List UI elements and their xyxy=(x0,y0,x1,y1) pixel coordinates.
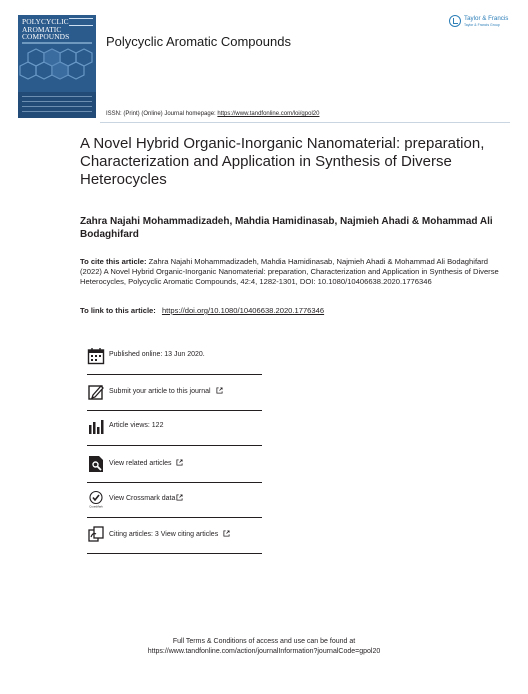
article-link-label: To link to this article: xyxy=(80,306,156,315)
external-link-icon xyxy=(216,387,223,394)
crossmark-text[interactable]: View Crossmark data xyxy=(109,495,176,502)
submit-icon xyxy=(87,383,105,401)
footer-terms-link[interactable]: https://www.tandfonline.com/action/journalInformation?journalCode=gpol20 xyxy=(147,648,381,655)
issn-line xyxy=(106,111,319,117)
external-link-icon xyxy=(176,494,183,501)
header-divider xyxy=(100,122,510,123)
crossmark-row[interactable] xyxy=(87,490,262,520)
cover-issn-box xyxy=(69,18,93,26)
crossmark-link[interactable] xyxy=(109,494,183,502)
published-online-row xyxy=(87,347,262,377)
crossmark-badge-text: CrossMark xyxy=(89,504,103,508)
submit-article-link[interactable] xyxy=(109,387,223,395)
citing-articles-link[interactable] xyxy=(109,530,230,538)
publisher-logo[interactable] xyxy=(449,15,515,31)
row-divider xyxy=(87,410,262,411)
journal-cover-image xyxy=(18,15,96,118)
cover-subtitle-bar xyxy=(22,42,92,44)
citation-text: Zahra Najahi Mohammadizadeh, Mahdia Hamidinasab, Najmieh Ahadi & Mohammad Ali Bodaghifard (2022) A Novel Hybrid Organic-Inorganic Nanomaterial: preparation, Characterization and Application in Synthesis of Diverse Heterocycles, Polycyclic Aromatic Compounds, 42:4, 1282-1301, DOI: xyxy=(80,257,499,286)
citation-label: To cite this article: xyxy=(80,257,147,266)
related-articles-link[interactable] xyxy=(109,459,183,467)
external-link-icon xyxy=(176,459,183,466)
published-online-text: Published online: 13 Jun 2020. xyxy=(109,351,205,358)
cover-title-line: AROMATIC xyxy=(22,24,62,34)
row-divider xyxy=(87,482,262,483)
citation-doi[interactable]: 10.1080/10406638.2020.1776346 xyxy=(317,277,432,286)
submit-article-row[interactable] xyxy=(87,383,262,413)
article-authors: Zahra Najahi Mohammadizadeh, Mahdia Hamidinasab, Najmieh Ahadi & Mohammad Ali Bodaghifard xyxy=(80,216,493,240)
citing-articles-row[interactable] xyxy=(87,526,262,556)
citing-articles-text[interactable]: Citing articles: 3 View citing articles xyxy=(109,531,219,538)
journal-homepage-link[interactable]: https://www.tandfonline.com/loi/gpol20 xyxy=(217,111,320,117)
citing-icon xyxy=(87,526,105,544)
cover-title-line: POLYCYCLIC xyxy=(22,17,69,26)
related-articles-text[interactable]: View related articles xyxy=(109,460,172,467)
cover-bottom-band xyxy=(18,92,96,118)
submit-article-text[interactable]: Submit your article to this journal xyxy=(109,388,211,395)
external-link-icon xyxy=(223,530,230,537)
cover-hexagon-graphic xyxy=(18,47,96,93)
bar-chart-icon xyxy=(87,418,105,436)
publisher-tagline: Taylor & Francis Group xyxy=(464,23,500,27)
row-divider xyxy=(87,517,262,518)
publisher-name: Taylor & Francis xyxy=(464,15,509,22)
article-views-row xyxy=(87,418,262,448)
cover-title-line: COMPOUNDS xyxy=(22,32,70,42)
footer-terms-text: Full Terms & Conditions of access and use can be found at xyxy=(172,638,356,645)
related-articles-row[interactable] xyxy=(87,455,262,485)
calendar-icon xyxy=(87,347,105,365)
footer xyxy=(0,637,528,657)
article-doi-link[interactable]: https://doi.org/10.1080/10406638.2020.1776346 xyxy=(161,306,325,315)
related-search-icon xyxy=(87,455,105,473)
article-views-text: Article views: 122 xyxy=(109,422,164,429)
row-divider xyxy=(87,445,262,446)
taylor-francis-logo-icon xyxy=(449,15,461,27)
article-link-line xyxy=(80,306,510,315)
row-divider xyxy=(87,553,262,554)
cover-title xyxy=(22,17,70,42)
issn-label: ISSN: (Print) (Online) Journal homepage: xyxy=(106,111,216,117)
citation-block xyxy=(80,257,510,287)
journal-name[interactable]: Polycyclic Aromatic Compounds xyxy=(106,34,291,49)
crossmark-icon xyxy=(87,490,105,508)
row-divider xyxy=(87,374,262,375)
article-title: A Novel Hybrid Organic-Inorganic Nanomaterial: preparation, Characterization and Application in Synthesis of Diverse Heterocycles xyxy=(80,135,485,188)
